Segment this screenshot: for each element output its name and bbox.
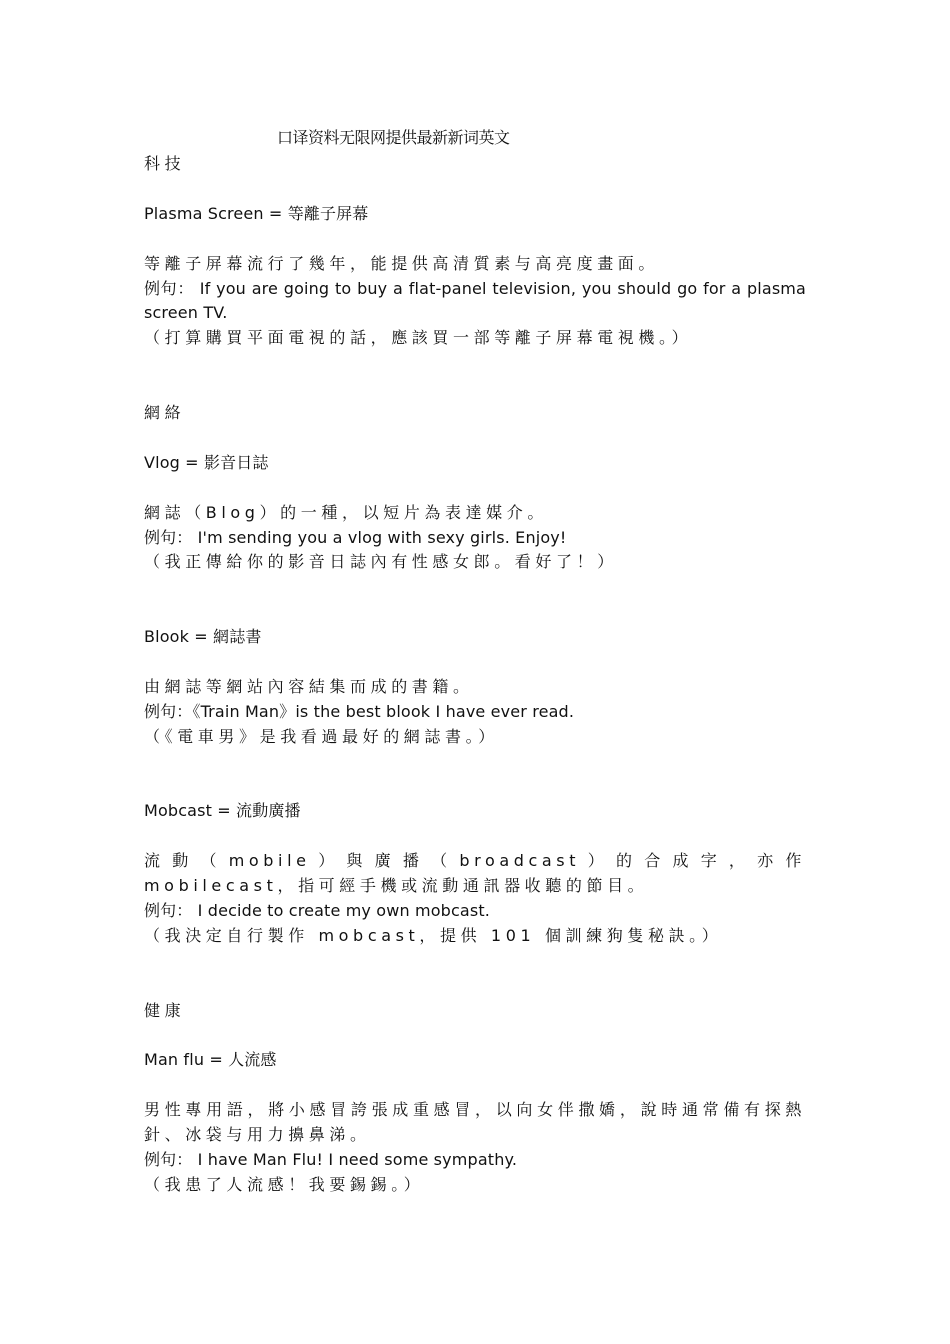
translation-man-flu: （我患了人流感！我要錫錫。）	[144, 1174, 425, 1194]
example-mobcast: 例句： I decide to create my own mobcast.	[144, 901, 491, 920]
spacer	[144, 600, 806, 625]
spacer	[144, 575, 806, 600]
spacer	[144, 476, 806, 501]
spacer	[144, 775, 806, 800]
spacer	[144, 750, 806, 775]
document-title: 口译资料无限网提供最新新词英文	[277, 128, 510, 147]
spacer	[144, 227, 806, 252]
section-heading-network: 網絡	[144, 403, 186, 422]
example-blook: 例句：《Train Man》is the best blook I have ever read.	[144, 701, 575, 721]
document-body	[144, 152, 806, 1198]
term-vlog: Vlog = 影音日誌	[144, 452, 269, 472]
spacer	[144, 1073, 806, 1098]
translation-vlog: （我正傳給你的影音日誌內有性感女郎。看好了！）	[144, 552, 618, 572]
example-plasma-screen: 例句： If you are going to buy a flat-panel television, you should go for a plasma screen TV.	[144, 278, 806, 323]
term-blook: Blook = 網誌書	[144, 627, 262, 647]
spacer	[144, 376, 806, 401]
spacer	[144, 351, 806, 376]
spacer	[144, 650, 806, 675]
term-man-flu: Man flu = 人流感	[144, 1050, 277, 1070]
example-man-flu: 例句： I have Man Flu! I need some sympathy.	[144, 1150, 518, 1169]
spacer	[144, 824, 806, 849]
section-heading-tech: 科技	[144, 154, 186, 173]
term-mobcast: Mobcast = 流動廣播	[144, 801, 301, 821]
translation-mobcast: （我決定自行製作 mobcast，提供 101 個訓練狗隻秘訣。）	[144, 925, 723, 945]
spacer	[144, 949, 806, 974]
translation-blook: （《電車男》是我看過最好的網誌書。）	[144, 726, 499, 746]
definition-man-flu: 男性專用語，將小感冒誇張成重感冒，以向女伴撒嬌，說時通常備有探熱針、冰袋与用力擤鼻涕。	[144, 1100, 806, 1145]
spacer	[144, 1024, 806, 1049]
definition-vlog: 網誌（Blog）的一種，以短片為表達媒介。	[144, 502, 548, 522]
example-vlog: 例句： I'm sending you a vlog with sexy girls. Enjoy!	[144, 527, 567, 547]
spacer	[144, 177, 806, 202]
definition-mobcast: 流動（mobile）與廣播（broadcast）的合成字，亦作 mobilecast，指可經手機或流動通訊器收聽的節目。	[144, 851, 806, 896]
spacer	[144, 426, 806, 451]
definition-plasma-screen: 等離子屏幕流行了幾年，能提供高清質素与高亮度畫面。	[144, 253, 660, 273]
term-plasma-screen: Plasma Screen = 等離子屏幕	[144, 203, 369, 223]
translation-plasma-screen: （打算購買平面電視的話，應該買一部等離子屏幕電視機。）	[144, 328, 693, 348]
section-heading-health: 健康	[144, 1000, 186, 1020]
definition-blook: 由網誌等網站內容結集而成的書籍。	[144, 676, 474, 696]
spacer	[144, 974, 806, 999]
